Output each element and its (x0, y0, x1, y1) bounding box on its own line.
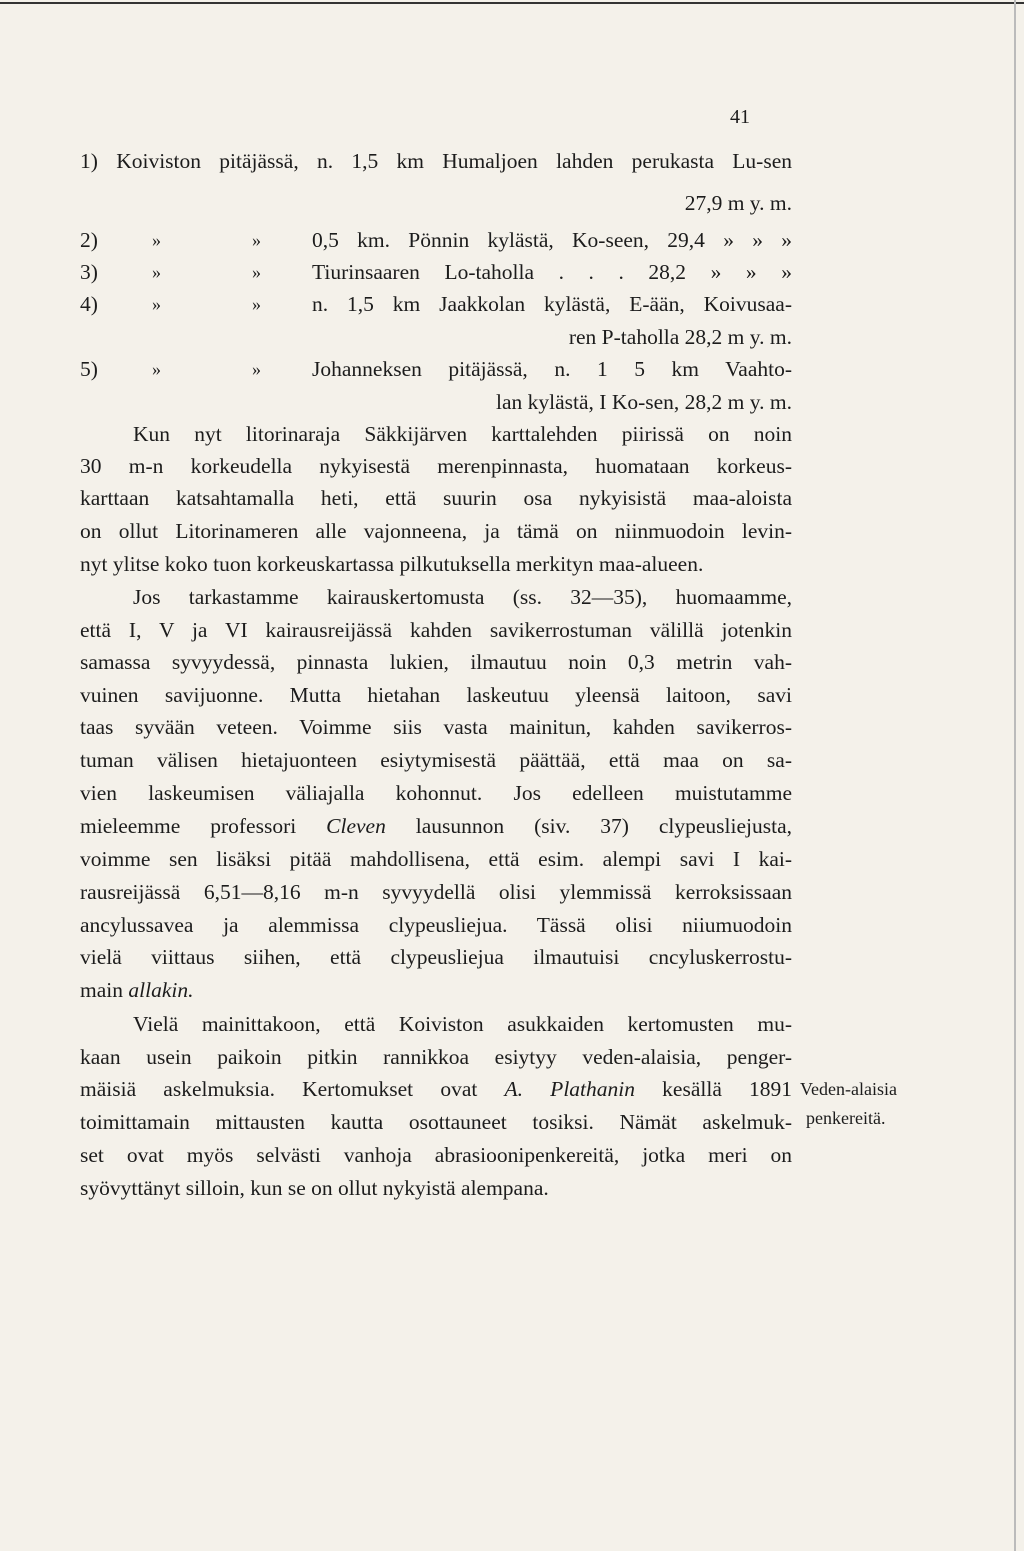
body-line: on ollut Litorinameren alle vajonneena, ja tämä on niinmuodoin levin- (80, 519, 792, 543)
body-line: karttaan katsahtamalla heti, että suurin osa nykyisistä maa-aloista (80, 486, 792, 510)
list-item-3-number: 3) (80, 260, 98, 284)
list-item-4-line-2: ren P-taholla 28,2 m y. m. (568, 325, 792, 349)
body-line (80, 810, 792, 842)
body-line: että I, V ja VI kairausreijässä kahden savikerrostuman välillä jotenkin (80, 618, 792, 642)
body-line: vielä viittaus siihen, että clypeusliejua ilmautuisi cncyluskerrostu- (80, 945, 792, 969)
body-line: voimme sen lisäksi pitää mahdollisena, että esim. alempi savi I kai- (80, 847, 792, 871)
text-run: main (80, 978, 123, 1002)
text-run: mäisiä askelmuksia. Kertomukset ovat (80, 1077, 478, 1101)
text-run: mieleemme professori (80, 814, 297, 838)
list-item-1-line-1 (80, 145, 792, 177)
top-edge-rule (0, 2, 1024, 4)
ditto-mark: » (252, 359, 261, 379)
body-line (80, 1073, 792, 1105)
list-item-3-text: Tiurinsaaren Lo-taholla . . . 28,2 » » » (312, 260, 792, 284)
page-number: 41 (730, 106, 750, 128)
ditto-mark: » (152, 262, 161, 282)
ditto-mark: » (152, 230, 161, 250)
body-line: rausreijässä 6,51—8,16 m-n syvyydellä olisi ylemmissä kerroksissaan (80, 880, 792, 904)
ditto-mark: » (152, 359, 161, 379)
body-line: ancylussavea ja alemmissa clypeusliejua. Tässä olisi niiumuodoin (80, 913, 792, 937)
body-line: Kun nyt litorinaraja Säkkijärven karttalehden piirissä on noin (133, 422, 792, 446)
body-line: Vielä mainittakoon, että Koiviston asukkaiden kertomusten mu- (133, 1012, 792, 1036)
body-line: Jos tarkastamme kairauskertomusta (ss. 32—35), huomaamme, (133, 585, 792, 609)
body-line: 30 m-n korkeudella nykyisestä merenpinnasta, huomataan korkeus- (80, 454, 792, 478)
list-item-5-number: 5) (80, 357, 98, 381)
ditto-mark: » (252, 294, 261, 314)
right-edge-rule (1014, 0, 1016, 1551)
list-item-5-line-1: Johanneksen pitäjässä, n. 1 5 km Vaahto- (312, 357, 792, 381)
text-run: kesällä 1891 (662, 1077, 793, 1101)
list-item-5-line-2: lan kylästä, I Ko-sen, 28,2 m y. m. (496, 390, 792, 414)
italic-name-cleve: Cleven (326, 814, 386, 838)
list-item-2-number: 2) (80, 228, 98, 252)
body-line: kaan usein paikoin pitkin rannikkoa esiytyy veden-alaisia, penger- (80, 1045, 792, 1069)
list-item-4-number: 4) (80, 292, 98, 316)
margin-note-line-1: Veden-alaisia (800, 1079, 897, 1099)
ditto-mark: » (152, 294, 161, 314)
body-line: taas syvään veteen. Voimme siis vasta mainitun, kahden savikerros- (80, 715, 792, 739)
text-run: lausunnon (siv. 37) clypeusliejusta, (415, 814, 792, 838)
body-line: samassa syvyydessä, pinnasta lukien, ilmautuu noin 0,3 metrin vah- (80, 650, 792, 674)
list-item-1-line-2: 27,9 m y. m. (684, 191, 792, 215)
body-line: tuman välisen hietajuonteen esiytymisestä päättää, että maa on sa- (80, 748, 792, 772)
list-item-text: Koiviston pitäjässä, n. 1,5 km Humaljoen lahden perukasta Lu-sen (116, 149, 792, 173)
ditto-mark: » (252, 230, 261, 250)
body-line: toimittamain mittausten kautta osottauneet tosiksi. Nämät askelmuk- (80, 1110, 792, 1134)
margin-note-line-2: penkereitä. (806, 1108, 886, 1128)
body-line: vuinen savijuonne. Mutta hietahan laskeutuu yleensä laitoon, savi (80, 683, 792, 707)
ditto-mark: » (252, 262, 261, 282)
body-line: vien laskeumisen väliajalla kohonnut. Jos edelleen muistutamme (80, 781, 792, 805)
italic-name-plathan: A. Plathanin (504, 1077, 635, 1101)
italic-word-allakin: allakin. (128, 978, 194, 1002)
body-line: syövyttänyt silloin, kun se on ollut nykyistä alempana. (80, 1176, 549, 1200)
body-line: set ovat myös selvästi vanhoja abrasioonipenkereitä, jotka meri on (80, 1143, 792, 1167)
list-item-4-line-1: n. 1,5 km Jaakkolan kylästä, E-ään, Koivusaa- (312, 292, 792, 316)
list-item-number: 1) (80, 149, 98, 173)
body-line: nyt ylitse koko tuon korkeuskartassa pilkutuksella merkityn maa-alueen. (80, 552, 704, 576)
body-line (80, 974, 193, 1006)
list-item-2-text: 0,5 km. Pönnin kylästä, Ko-seen, 29,4 » » » (312, 228, 792, 252)
